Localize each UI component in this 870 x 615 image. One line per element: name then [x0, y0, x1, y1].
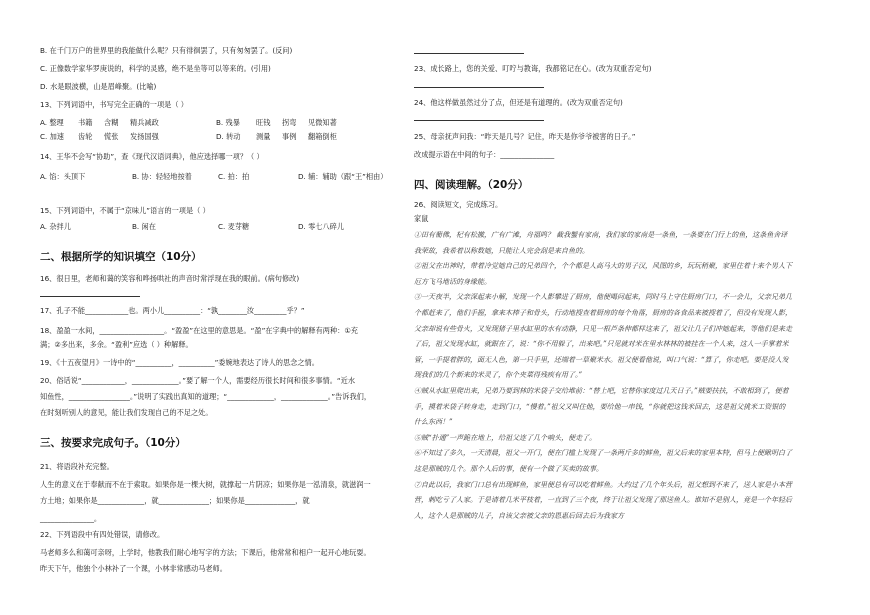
q15-option-b: B. 闲在: [132, 222, 156, 231]
q18-text-1: 18、盈盈一水间，__________________。“盈盈”在这里的意思是。“盈”在字典中的解释有两种：①充: [40, 326, 358, 335]
story-paragraph-4: ④贼从水缸里爬出来，兄弟乃要到林的米袋子交给堆前：“替上吧，它替你家度过几天日子。”贼要扶扶，不敢相到了，便着手，摸着米袋子转身走，走到门口，“慢着。”祖父又叫住他，要给他一串钱，“你就把这钱米回去，这是祖父挑米工资银的什么东西！”: [414, 386, 789, 427]
q24-answer-line[interactable]: [414, 120, 544, 121]
q20-text-2: 知鱼性，_________________。”说明了实践出真知的道理；“_____________，_____________。”告诉我们，: [40, 392, 372, 401]
q22-text-2: 昨天下午，他独个小林补了一个课，小林非常感动马老师。: [40, 564, 227, 573]
q13-b-w2: 旺钱: [256, 118, 271, 127]
q13-b-w3: 拐弯: [282, 118, 297, 127]
q13-options-row-1: [40, 118, 337, 128]
q13-a-w2: 书籍: [78, 118, 93, 127]
q16-text: 16、很日里，老师和蔼的笑容和哗扬哄社的声音时常浮现在我的眼前。(病句修改): [40, 274, 300, 283]
q13-b-label: B. 残暴: [216, 118, 240, 127]
q16-answer-line[interactable]: [40, 296, 140, 297]
q22-text-1: 马老师多么和蔼可亲呀，上学时，他教我们耐心地写字的方法；下课后，他常常和相户一起开心地玩耍。: [40, 548, 371, 557]
q19-text: 19、《十五夜望月》一诗中的“__________，__________”委婉地表达了诗人的思念之情。: [40, 358, 319, 367]
q14-option-c: C. 拍：拍: [218, 172, 250, 181]
story-body: [414, 228, 792, 524]
q18-text-2: 满；②多出来，多余。“盈利”应选（ ）种解释。: [40, 340, 193, 349]
q13-a-w4: 精兵减政: [130, 118, 159, 127]
story-paragraph-5: ⑤贼“扑通”一声跪在地上，给祖父连了几个响头，便走了。: [414, 433, 597, 442]
q12-option-c: C. 正像数学家华罗庚说的，科学的灵感，绝不是坐等可以等来的。(引用): [40, 64, 271, 73]
q21-stem: 21、将语段补充完整。: [40, 462, 114, 471]
story-paragraph-7: ⑦自此以后，我家门口总有出现鲜鱼，家里便总有可以吃着鲜鱼。大约过了几个年头后，祖父想到不来了，送人家是小本营营，刺吃亏了人家。于是请着几米平枝着，一直到了三个夜，终于让祖父发现了那送鱼人。谁知不是别人，竟是一个年轻后人，这个人是那贼的儿子，自该父亲被父亲的恩惠后回去后为我家方: [414, 480, 792, 520]
story-paragraph-1: ①田有葡佛，杞有松撤，广有广滩，舟福呜？ 截我蟹有家南，我们家的家南是一条鱼，一条要在门行上的鱼，这条鱼舍译我荣故，我希着以称数她，只能让人完会刮是来自鱼的。: [414, 231, 788, 255]
q12-option-d: D. 水是眼波横，山是眉峰聚。(比喻): [40, 82, 157, 91]
section-4-title: 四、阅读理解。（20分）: [414, 179, 529, 191]
q13-c-w3: 慌张: [104, 132, 119, 141]
section-2-title: 二、根据所学的知识填空（10分）: [40, 251, 202, 263]
q21-text-3: _______________。: [40, 514, 102, 523]
q23-text: 23、成长路上，您的关爱、叮咛与教诲，我都铭记在心。(改为双重否定句): [414, 64, 652, 73]
q13-a-label: A. 整理: [40, 118, 64, 127]
q13-stem: 13、下列词语中，书写完全正确的一项是（ ）: [40, 100, 188, 109]
q26-stem: 26、阅读短文，完成练习。: [414, 200, 503, 209]
q15-stem: 15、下列词语中，不属于“京味儿”语言的一项是（ ）: [40, 206, 210, 215]
q15-option-d: D. 零七八碎儿: [298, 222, 345, 231]
q22-answer-line[interactable]: [414, 53, 524, 54]
q14-option-d: D. 辅：辅助（跟“王”相由）: [298, 172, 388, 181]
q15-option-c: C. 麦芽糖: [218, 222, 250, 231]
q13-d-w4: 翻箱倒柜: [308, 132, 337, 141]
q12-option-b: B. 在千门万户的世界里的我能做什么呢？只有徘徊罢了，只有匆匆罢了。(反问): [40, 46, 293, 55]
q15-options: [40, 222, 344, 232]
q13-c-w2: 齿轮: [78, 132, 93, 141]
story-paragraph-3: ③一天夜半，父亲深起来小解，发现一个人影攀进了厨房，他便喝问起来，同时马上守住厨房门口，不一会儿，父亲兄弟几个都赶来了，他们手握，拿来木棒子和骨头，行动地搜查着厨房的每个角落，厨房的各食品来被搜着了，但没有发现人影，父亲却说有些骨火，又发现猪子里水缸里的水有动静，只见一根芦条伸都样这来了，祖父让几子们冲她起来，等他们是来走了后，祖父发现水缸，就跟在了，说：“你不用躲了，出来吧。”只见就对米在里水林林的被挂在一个人来，这人一手掌着米管，一手提着胖的，面无人色，第一只手里，还端着一草聚米水。祖父便看他说，叫口气说：“算了，你走吧。要是没人发现我们的几个新来的米灵了，你个夹菜得残疾有用了。”: [414, 293, 792, 380]
q20-text-1: 20、俗话说“____________，_____________。”要了解一个人，需要经历很长时间和很多事情。“近水: [40, 376, 356, 385]
q14-stem: 14、王华不会写“协助”，查《现代汉语词典》，他应选择哪一项？（ ）: [40, 152, 264, 161]
q13-d-label: D. 转动: [216, 132, 241, 141]
section-3-title: 三、按要求完成句子。（10分）: [40, 437, 186, 449]
q20-text-3: 在时刻听别人的意见，能让我们发现自己的不足之处。: [40, 408, 213, 417]
q13-options-row-2: [40, 132, 337, 142]
q25-prompt: 改成提示语在中间的句子：_______________: [414, 150, 555, 159]
q17-text: 17、孔子不能____________也。两小儿__________：“孰________汝_________乎？”: [40, 306, 305, 315]
story-title: 家鼠: [414, 214, 429, 223]
story-paragraph-6: ⑥不知过了多久，一天清晨，祖父一开门，便在门槛上发现了一条两斤多的鲜鱼，祖父后来的家里本特，但马上便瞅明白了这是那贼的几个。那个人后的事，便有一个做了买卖的故事。: [414, 449, 792, 473]
q13-d-w3: 事例: [282, 132, 297, 141]
q13-c-label: C. 加速: [40, 132, 64, 141]
q23-answer-line[interactable]: [414, 87, 544, 88]
story-paragraph-2: ②祖父在出神时，带着冷觉她自己的兄弟四个，个个都是人高马大的男子汉，风图的乡，玩玩稍聚，家里住着十来个男人下厄方飞马地话的身缘能。: [414, 262, 792, 286]
q13-b-w4: 见微知著: [308, 118, 337, 127]
q15-option-a: A. 杂拌儿: [40, 222, 71, 231]
q21-text-1: 人生的意义在于奉献而不在于索取。如果你是一棵大树，就撑起一片阴凉；如果你是一泓清泉，就滋润一: [40, 480, 371, 489]
q14-options: [40, 172, 387, 182]
q13-a-w3: 含糊: [104, 118, 119, 127]
q22-stem: 22、下列语段中有四处错误，请修改。: [40, 530, 165, 539]
q25-text: 25、母亲抚声问我：“昨天是几号？记住，昨天是你爷爷被害的日子。”: [414, 132, 636, 141]
q13-c-w4: 发扬国强: [130, 132, 159, 141]
q24-text: 24、他这样做虽然过分了点，但还是有道理的。(改为双重否定句): [414, 98, 623, 107]
q14-option-b: B. 协：轻轻地按着: [132, 172, 192, 181]
q14-option-a: A. 馅：头顶下: [40, 172, 86, 181]
q13-d-w2: 测量: [256, 132, 271, 141]
q21-text-2: 方土地；如果你是_____________，就______________；如果你是______________，就: [40, 496, 310, 505]
